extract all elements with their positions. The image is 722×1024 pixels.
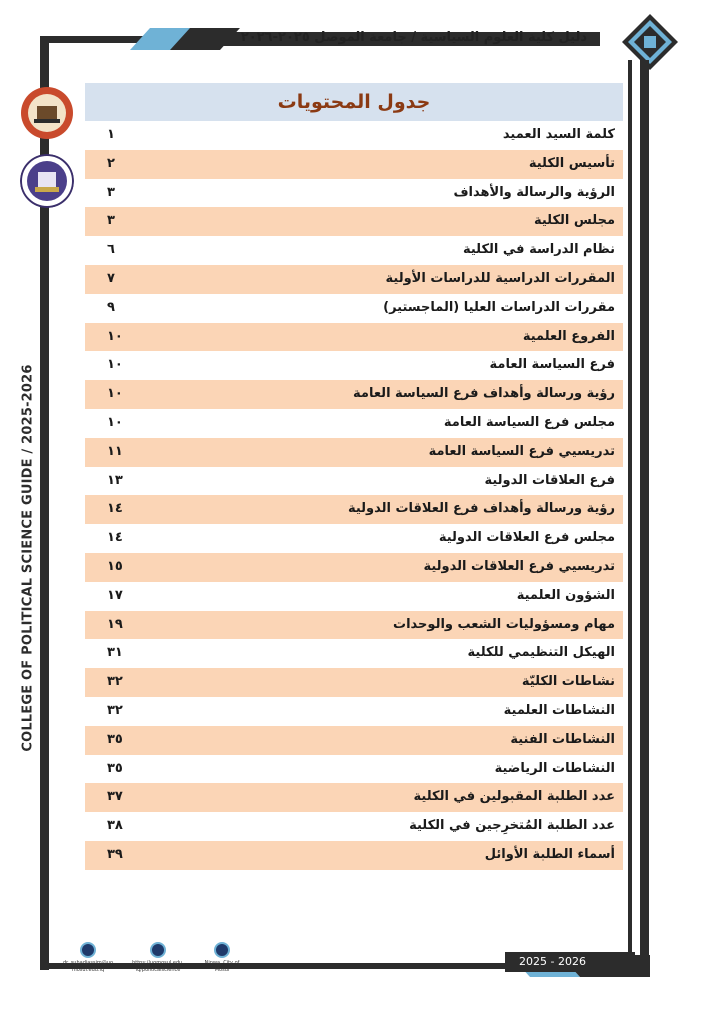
toc-entry-page: ١١ [107,443,123,459]
web-icon [150,942,166,958]
toc-row [85,783,623,812]
toc-entry-label: كلمة السيد العميد [502,127,615,142]
toc-entry-page: ٣٧ [107,789,123,805]
toc-entry-page: ١٣ [107,472,123,488]
college-seal-icon [20,154,74,208]
toc-row [85,409,623,438]
toc-entry-label: تأسيس الكلية [528,155,615,171]
toc-entry-page: ٧ [107,270,115,286]
toc-entry-page: ٣ [107,184,115,200]
contact-email [48,942,128,974]
toc-entry-label: رؤية ورسالة وأهداف فرع العلاقات الدولية [347,501,615,517]
toc-entry-page: ٣٥ [107,760,123,776]
toc-row [85,207,623,236]
toc-title: جدول المحتويات [85,83,623,121]
toc-entry-page: ٣٢ [107,674,123,690]
toc-entry-label: عدد الطلبة المُتخرِجين في الكلية [409,818,615,834]
toc-entry-page: ١٠ [107,357,123,373]
contact-location [182,942,262,974]
toc-row [85,495,623,524]
toc-entry-label: نظام الدراسة في الكلية [462,242,615,258]
toc-entry-label: رؤية ورسالة وأهداف فرع السياسة العامة [353,386,615,402]
toc-entry-page: ٣٨ [107,818,123,834]
toc-entry-page: ٣١ [107,645,123,661]
toc-row [85,668,623,697]
toc-row [85,553,623,582]
toc-entry-label: فرع العلاقات الدولية [484,472,615,488]
right-frame-inner-bar [628,60,632,965]
toc-row [85,121,623,150]
toc-entry-label: الهيكل التنظيمي للكلية [467,645,615,661]
toc-entry-page: ٩ [107,299,115,315]
toc-entry-page: ١٧ [107,587,123,603]
footer-year: 2025 - 2026 [505,952,635,972]
header-title: دليل كلية العلوم السياسية / جامعة الموصل ٢٠٢٥-٢٠٢٦ [240,30,587,45]
toc-entry-label: مجلس الكلية [533,213,615,229]
toc-entry-label: مجلس فرع العلاقات الدولية [438,530,615,546]
toc-entry-page: ١٠ [107,386,123,402]
toc-row [85,265,623,294]
toc-entry-label: مقررات الدراسات العليا (الماجستير) [383,299,615,315]
toc-entry-page: ١٤ [107,501,123,517]
toc-entry-label: تدريسيي فرع السياسة العامة [428,443,615,459]
university-seal-icon [20,86,74,140]
toc-entry-label: نشاطات الكليّة [521,674,615,690]
toc-row [85,611,623,640]
toc-entry-label: الشؤون العلمية [516,587,615,603]
toc-row [85,351,623,380]
toc-entry-label: فرع السياسة العامة [489,357,615,373]
contact-website-text: https://uomosul.edu. iq/politicalscience [132,960,184,973]
toc-entry-label: الفروع العلمية [522,328,615,344]
toc-row [85,841,623,870]
location-icon [214,942,230,958]
toc-row [85,812,623,841]
toc-entry-label: أسماء الطلبة الأوائل [484,846,615,862]
contact-location-text: Ninwa, City of Mosul [204,960,240,973]
contact-email-text: dr_suhadjassim@uo mosul.edu.iq [62,960,114,973]
toc-row [85,697,623,726]
toc-entry-page: ٣٢ [107,702,123,718]
toc-entry-page: ١٠ [107,414,123,430]
toc-entry-page: ٣٥ [107,731,123,747]
toc-row [85,294,623,323]
toc-row [85,755,623,784]
toc-entry-page: ١٤ [107,530,123,546]
toc-entry-label: مجلس فرع السياسة العامة [443,414,615,430]
toc-entry-page: ٢ [107,155,115,171]
toc-row [85,582,623,611]
toc-row [85,524,623,553]
toc-list [85,121,623,870]
toc-row [85,380,623,409]
toc-entry-page: ١٠ [107,328,123,344]
side-guide-label: COLLEGE OF POLITICAL SCIENCE GUIDE / 2025-2026 [20,364,36,752]
toc-row [85,438,623,467]
toc-entry-label: النشاطات الرياضية [494,760,615,776]
toc-entry-page: ٣٩ [107,846,123,862]
toc-entry-page: ١٥ [107,558,123,574]
toc-row [85,639,623,668]
right-frame-bar [640,60,649,965]
toc-row [85,323,623,352]
toc-row [85,467,623,496]
toc-entry-label: النشاطات العلمية [503,702,615,718]
toc-entry-label: عدد الطلبة المقبولين في الكلية [413,789,615,805]
toc-entry-page: ٦ [107,242,115,258]
email-icon [80,942,96,958]
toc-row [85,236,623,265]
toc-row [85,150,623,179]
toc-row [85,179,623,208]
toc-row [85,726,623,755]
toc-entry-page: ١ [107,127,115,142]
toc-entry-label: مهام ومسؤوليات الشعب والوحدات [393,616,615,632]
toc-entry-page: ١٩ [107,616,123,632]
toc-entry-label: الرؤية والرسالة والأهداف [453,184,615,200]
toc-entry-page: ٣ [107,213,115,229]
toc-entry-label: المقررات الدراسية للدراسات الأولية [385,270,615,286]
toc-entry-label: النشاطات الفنية [510,731,615,747]
toc-entry-label: تدريسيي فرع العلاقات الدولية [423,558,615,574]
